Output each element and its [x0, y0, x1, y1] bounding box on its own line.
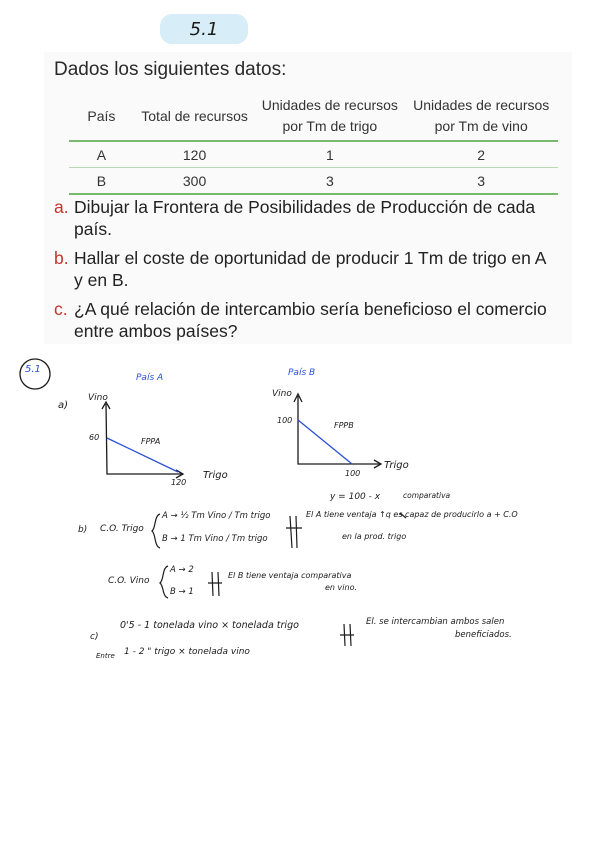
- graph-b-title: País B: [288, 368, 316, 378]
- graph-a-x-intercept: 120: [171, 478, 187, 487]
- table-cell: 2: [404, 141, 558, 168]
- part-b-co-trigo-a: A → ½ Tm Vino / Tm trigo: [162, 511, 271, 521]
- table-cell: A: [69, 141, 134, 168]
- table-cell: 3: [255, 168, 404, 195]
- question-text: Hallar el coste de oportunidad de producir 1 Tm de trigo en A y en B.: [74, 248, 546, 290]
- part-c-label: c): [90, 632, 99, 642]
- table-cell: B: [69, 168, 134, 195]
- graph-a-y-intercept: 60: [89, 433, 100, 442]
- brace-b1: [152, 514, 160, 548]
- table-cell: 3: [404, 168, 558, 195]
- table-cell: 120: [134, 141, 255, 168]
- part-b-vino-note2: en vino.: [325, 583, 357, 592]
- part-b-co-vino: C.O. Vino: [108, 576, 150, 586]
- graph-a-x-label: Trigo: [203, 470, 228, 481]
- col-header-trigo: Unidades de recursos por Tm de trigo: [255, 92, 404, 141]
- part-c-line1: 0'5 - 1 tonelada vino × tonelada trigo: [120, 620, 299, 631]
- table-cell: 1: [255, 141, 404, 168]
- graph-a-y-label: Vino: [88, 393, 108, 403]
- part-b-vino-note: El B tiene ventaja comparativa: [228, 571, 352, 580]
- question-text: ¿A qué relación de intercambio sería beneficioso el comercio entre ambos países?: [74, 299, 547, 341]
- graph-b-x-intercept: 100: [345, 469, 361, 478]
- question-letter: a.: [54, 197, 69, 217]
- graph-b-y-intercept: 100: [277, 416, 293, 425]
- question-letter: c.: [54, 299, 68, 319]
- part-c-note: El. se intercambian ambos salen: [366, 617, 505, 627]
- part-b-co-vino-a: A → 2: [170, 565, 194, 575]
- circle-label: 5.1: [25, 364, 41, 375]
- part-b-note: El A tiene ventaja ↑q es capaz de producirlo a + C.O: [306, 510, 518, 519]
- header-tag: 5.1: [160, 14, 248, 44]
- implies-mark-b1: [286, 516, 302, 548]
- part-b-note2: en la prod. trigo: [342, 532, 407, 541]
- part-c-line2: 1 - 2 " trigo × tonelada vino: [124, 647, 250, 657]
- graph-b-equation: y = 100 - x: [330, 492, 381, 502]
- graph-b-y-label: Vino: [272, 389, 292, 399]
- implies-mark-c: [340, 624, 354, 646]
- part-b-co-vino-b: B → 1: [170, 587, 194, 597]
- col-header-vino: Unidades de recursos por Tm de vino: [404, 92, 558, 141]
- part-b-co-trigo-b: B → 1 Tm Vino / Tm trigo: [162, 534, 268, 544]
- graph-b-axes: [294, 394, 381, 468]
- part-b-note-top: comparativa: [403, 491, 451, 500]
- part-b-label: b): [78, 525, 88, 535]
- graph-b-curve-label: FPPB: [334, 421, 354, 430]
- col-header-pais: País: [69, 92, 134, 141]
- graph-a-curve-label: FPPA: [141, 437, 161, 446]
- part-c-note2: beneficiados.: [455, 630, 512, 640]
- table-cell: 300: [134, 168, 255, 195]
- brace-b2: [160, 566, 168, 598]
- implies-mark-b2: [208, 572, 222, 596]
- graph-b-x-label: Trigo: [384, 460, 409, 471]
- question-text: Dibujar la Frontera de Posibilidades de Producción de cada país.: [74, 197, 536, 239]
- exercise-intro: Dados los siguientes datos:: [54, 59, 287, 80]
- part-a-label: a): [58, 400, 69, 411]
- part-c-entre: Entre: [96, 652, 115, 660]
- question-letter: b.: [54, 248, 69, 268]
- graph-a-title: País A: [136, 373, 164, 383]
- col-header-total: Total de recursos: [134, 92, 255, 141]
- part-b-co-trigo: C.O. Trigo: [100, 524, 144, 534]
